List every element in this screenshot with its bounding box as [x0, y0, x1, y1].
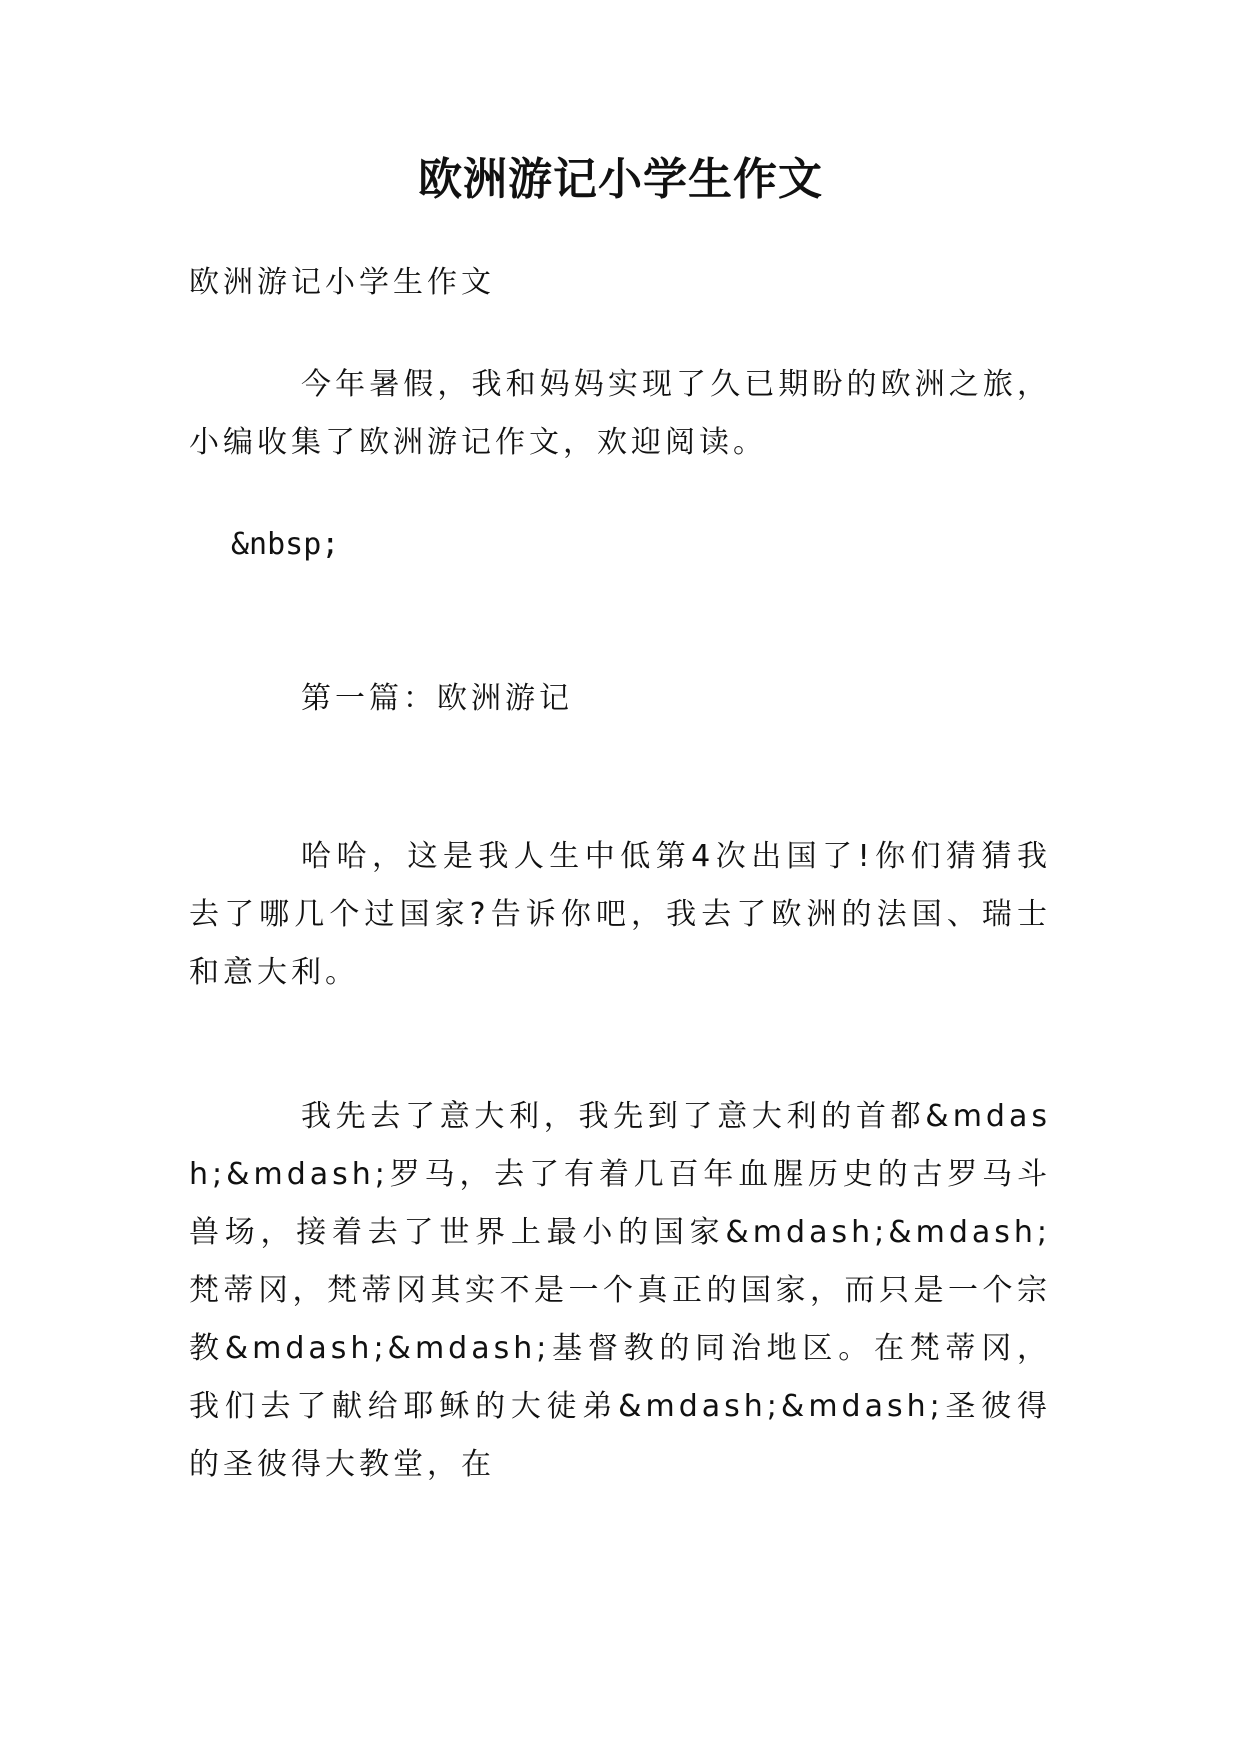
body-paragraph-1: 哈哈，这是我人生中低第4次出国了!你们猜猜我去了哪几个过国家?告诉你吧，我去了欧洲的法国、瑞士和意大利。 — [189, 839, 1051, 990]
document-subtitle: 欧洲游记小学生作文 — [189, 265, 495, 300]
body-paragraph-2: 我先去了意大利，我先到了意大利的首都&mdash;&mdash;罗马，去了有着几百年血腥历史的古罗马斗兽场，接着去了世界上最小的国家&mdash;&mdash;梵蒂冈，梵蒂冈其实不是一个真正的国家，而只是一个宗教&mdash;&mdash;基督教的同治地区。在梵蒂冈，我们去了献给耶稣的大徒弟&mdash;&mdash;圣彼得的圣彼得大教堂，在 — [189, 1099, 1051, 1482]
nbsp-literal-text: &nbsp; — [231, 527, 340, 562]
document-title: 欧洲游记小学生作文 — [418, 154, 823, 205]
intro-paragraph: 今年暑假，我和妈妈实现了久已期盼的欧洲之旅，小编收集了欧洲游记作文，欢迎阅读。 — [189, 367, 1051, 460]
section-heading: 第一篇：欧洲游记 — [301, 681, 573, 716]
